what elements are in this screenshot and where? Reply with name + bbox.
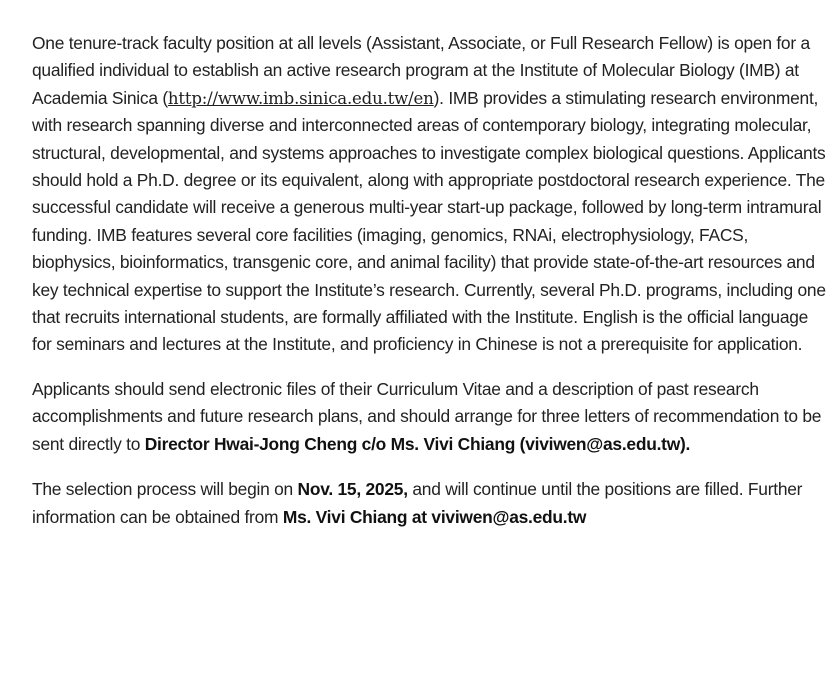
position-description-text-continued: ). IMB provides a stimulating research environment, with research spanning diverse and interconnected areas of contemporary biology, integrating molecular, structural, developmental, and systems approaches to investigate complex biological questions. Applicants should hold a Ph.D. degree or its equivalent, along with appropriate postdoctoral research experience. The successful candidate will receive a generous multi-year start-up package, followed by long-term intramural funding. IMB features several core facilities (imaging, genomics, RNAi, electrophysiology, FACS, biophysics, bioinformatics, transgenic core, and animal facility) that provide state-of-the-art resources and key technical expertise to support the Institute’s research. Currently, several Ph.D. programs, including one that recruits international students, are formally affiliated with the Institute. English is the official language for seminars and lectures at the Institute, and proficiency in Chinese is not a prerequisite for application. [32,87,826,355]
selection-process-paragraph [32,476,828,531]
application-instructions-text: Applicants should send electronic files of their Curriculum Vitae and a description of past research accomplishments and future research plans, and should arrange for three letters of recommendation to be sent directly to [32,378,822,454]
imb-website-link[interactable]: http://www.imb.sinica.edu.tw/en [167,88,434,108]
position-description-text: One tenure-track faculty position at all levels (Assistant, Associate, or Full Research Fellow) is open for a qualified individual to establish an active research program at the Institute of Molecular Biology (IMB) at Academia Sinica ( [32,33,810,108]
selection-process-text-continued: and will continue until the positions are filled. Further information can be obtained from [32,479,803,527]
position-description-paragraph [32,30,828,359]
application-instructions-paragraph [32,376,828,458]
selection-process-text: The selection process will begin on [32,479,298,500]
selection-start-date: Nov. 15, 2025, [297,479,408,500]
information-contact: Ms. Vivi Chiang at viviwen@as.edu.tw [282,506,587,527]
application-contact: Director Hwai-Jong Cheng c/o Ms. Vivi Chiang (viviwen@as.edu.tw). [144,433,691,454]
